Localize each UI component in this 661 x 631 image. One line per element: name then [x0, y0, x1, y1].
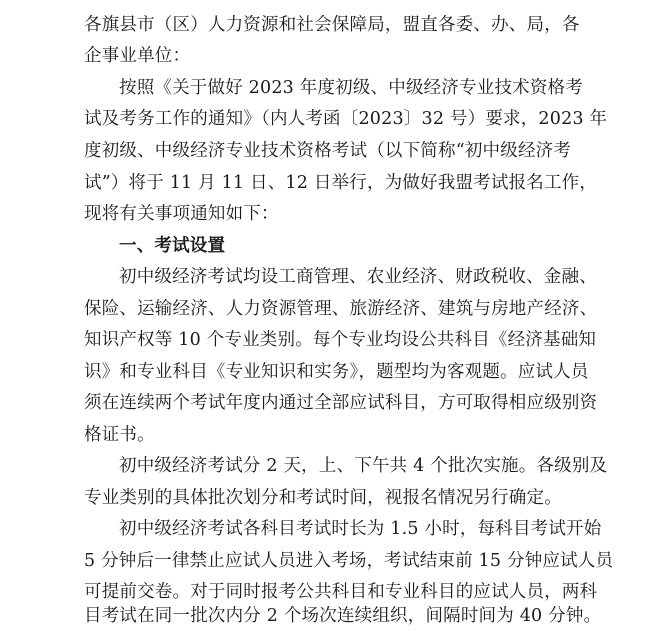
text-line: 格证书。	[84, 425, 155, 445]
text-line: 初中级经济考试分 2 天，上、下午共 4 个批次实施。各级别及	[119, 456, 608, 476]
text-line: 初中级经济考试均设工商管理、农业经济、财政税收、金融、	[119, 267, 597, 287]
text-line: 专业类别的具体批次划分和考试时间，视报名情况另行确定。	[84, 488, 562, 508]
text-line: 现将有关事项通知如下：	[84, 204, 279, 224]
text-line: 试及考务工作的通知》（内人考函〔2023〕32 号）要求，2023 年	[84, 109, 608, 129]
text-line: 试”）将于 11 月 11 日、12 日举行，为做好我盟考试报名工作，	[84, 173, 598, 193]
text-line: 知识产权等 10 个专业类别。每个专业均设公共科目《经济基础知	[84, 330, 597, 350]
text-line: 目考试在同一批次内分 2 个场次连续组织，间隔时间为 40 分钟。	[84, 606, 602, 626]
text-line: 按照《关于做好 2023 年度初级、中级经济专业技术资格考	[119, 78, 583, 98]
text-line: 度初级、中级经济专业技术资格考试（以下简称“初中级经济考	[84, 141, 572, 161]
text-line: 初中级经济考试各科目考试时长为 1.5 小时，每科目考试开始	[119, 519, 602, 539]
text-line: 须在连续两个考试年度内通过全部应试科目，方可取得相应级别资	[84, 393, 598, 413]
text-line: 识》和专业科目《专业知识和实务》，题型均为客观题。应试人员	[84, 362, 589, 382]
text-line: 企事业单位：	[84, 46, 191, 66]
section-heading: 一、考试设置	[119, 236, 226, 256]
text-line: 各旗县市（区）人力资源和社会保障局，盟直各委、办、局，各	[84, 15, 580, 35]
text-line: 5 分钟后一律禁止应试人员进入考场，考试结束前 15 分钟应试人员	[84, 551, 614, 571]
text-line: 保险、运输经济、人力资源管理、旅游经济、建筑与房地产经济、	[84, 299, 598, 319]
text-line: 可提前交卷。对于同时报考公共科目和专业科目的应试人员，两科	[84, 582, 598, 602]
